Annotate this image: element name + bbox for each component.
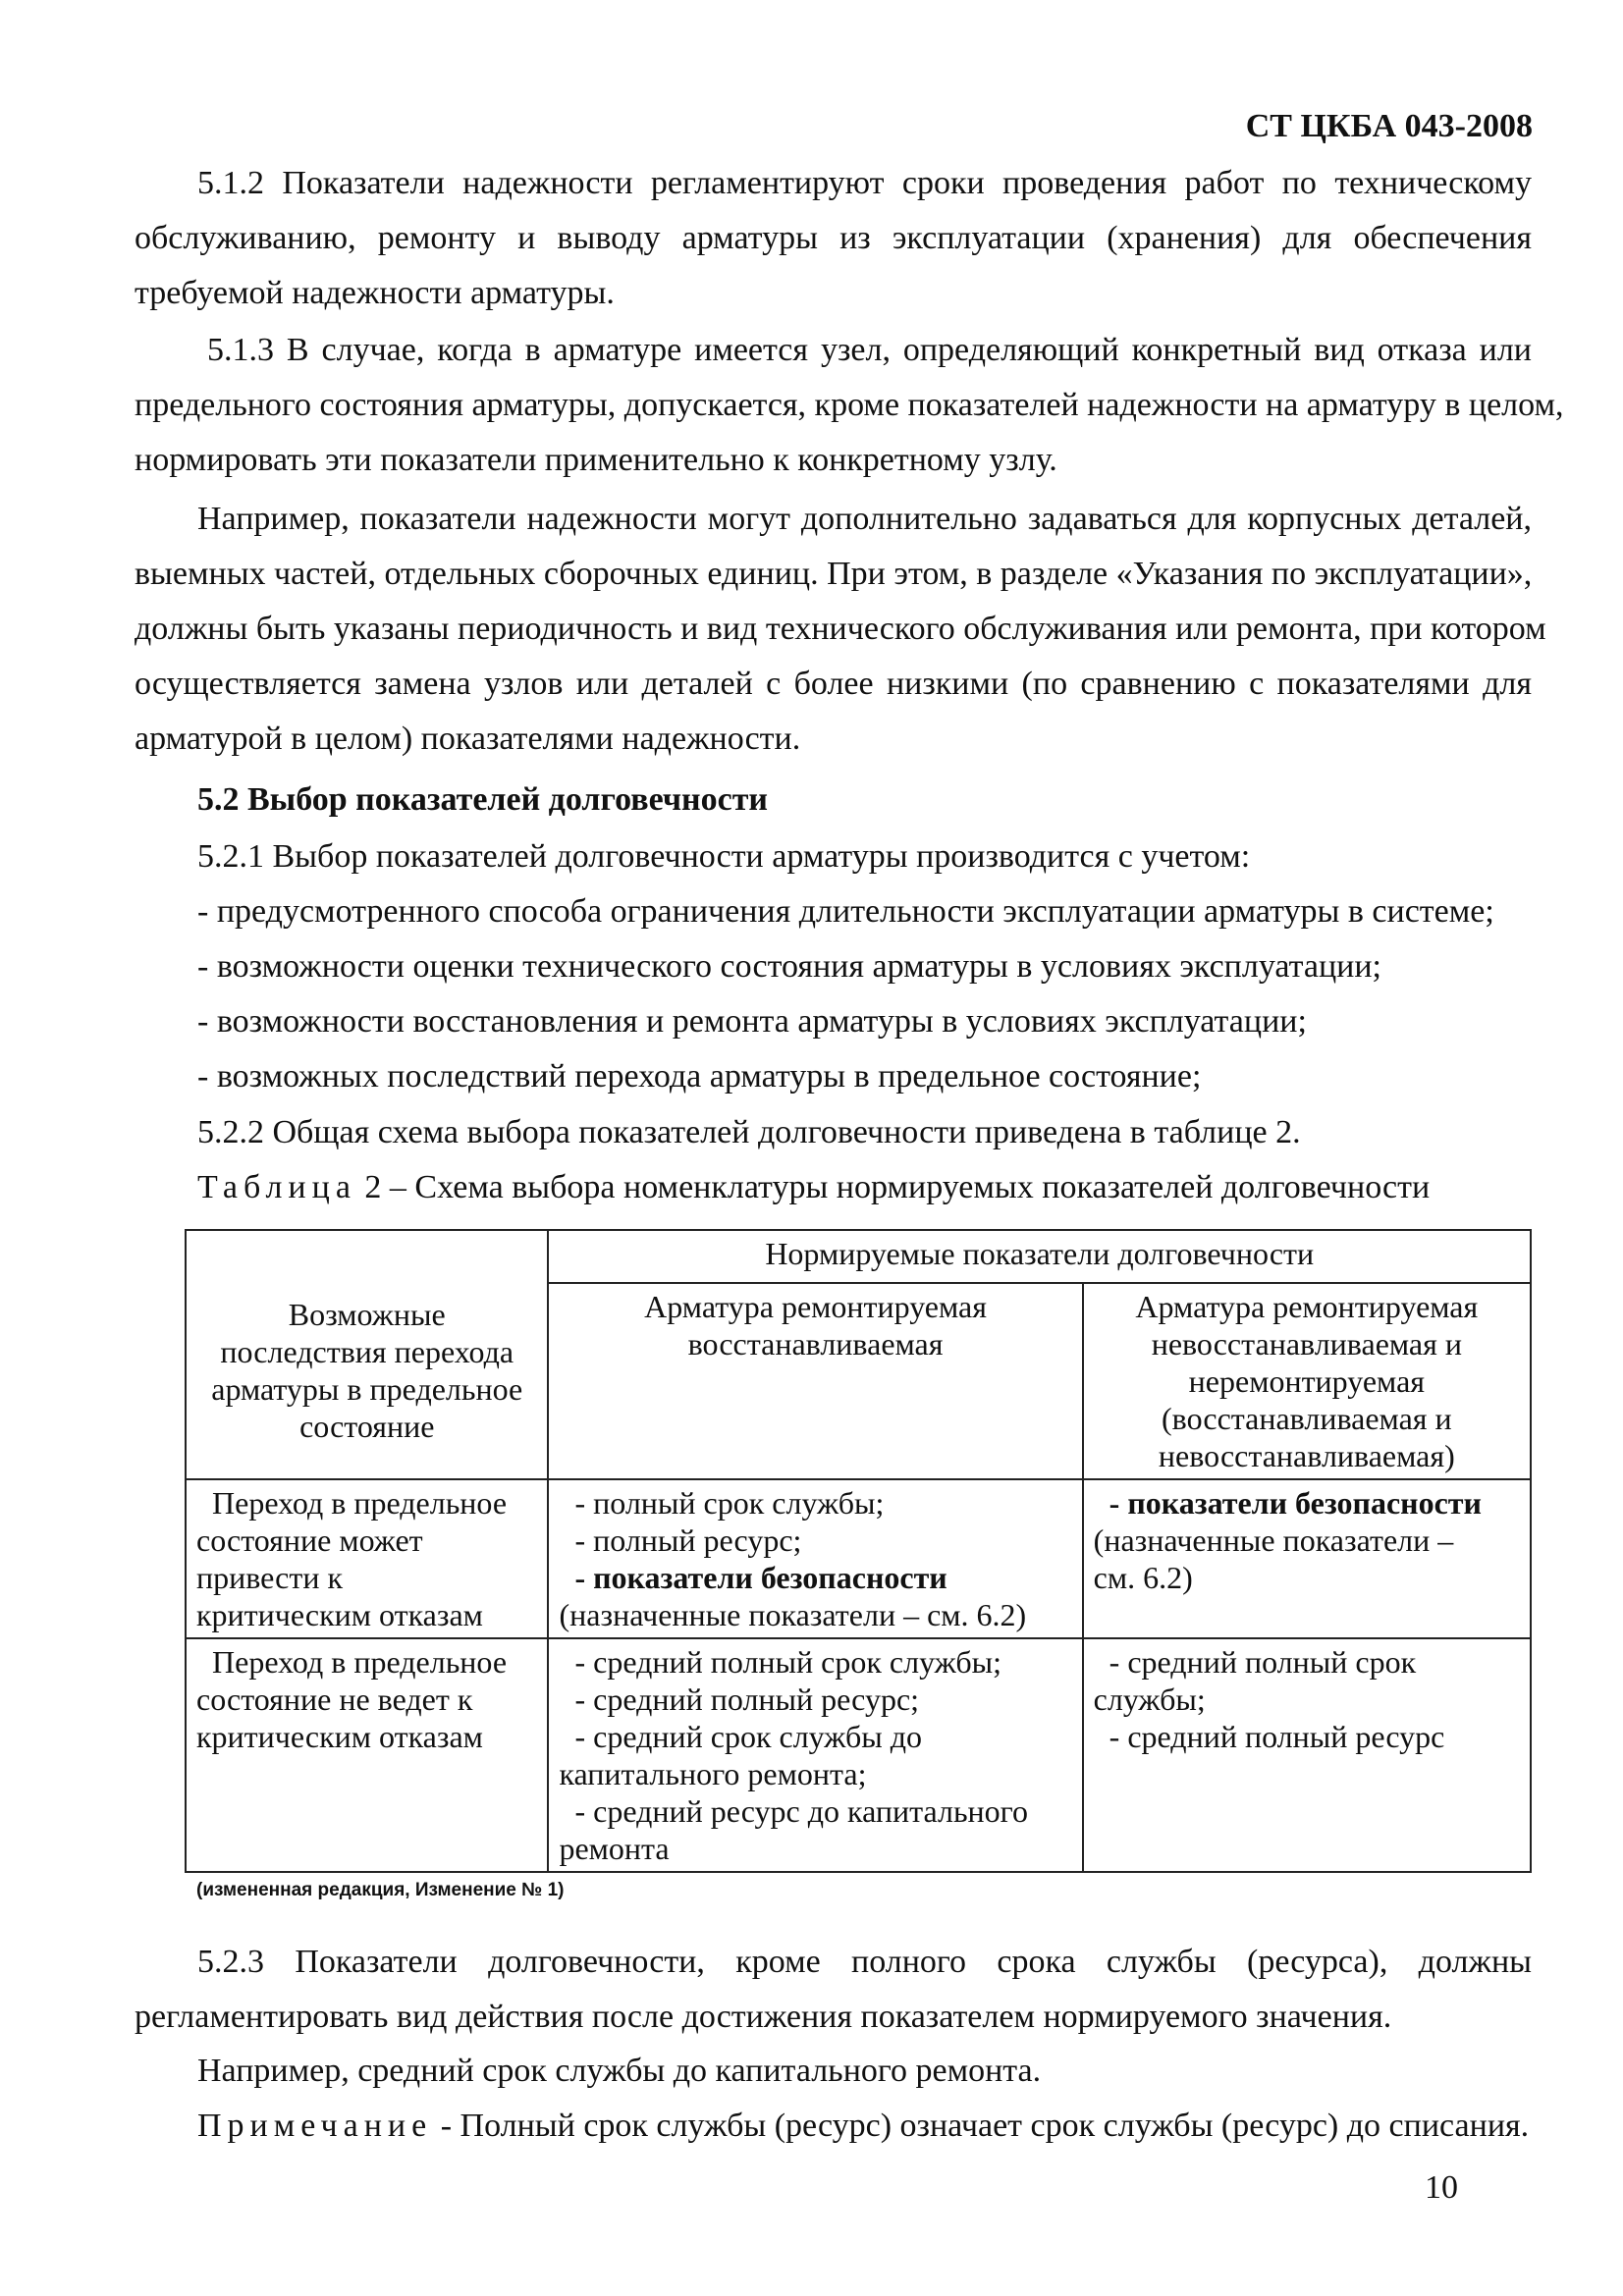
note xyxy=(197,2109,1529,2143)
row2-consequence: Переход в предельное состояние не ведет к критическим отказам xyxy=(186,1638,548,1872)
list-item: - возможных последствий перехода арматуры в предельное состояние; xyxy=(197,1058,1202,1095)
table-caption xyxy=(197,1171,1430,1204)
paragraph-5-2-1: 5.2.1 Выбор показателей долговечности арматуры производится с учетом: xyxy=(197,838,1251,875)
document-code-header: СТ ЦКБА 043-2008 xyxy=(1245,108,1533,144)
paragraph-5-2-2: 5.2.2 Общая схема выбора показателей долговечности приведена в таблице 2. xyxy=(197,1114,1301,1150)
header-non-restorable: Арматура ремонтируемая невосстанавливаемая и неремонтируемая (восстанавливаемая и невосстанавливаемая) xyxy=(1083,1283,1531,1479)
text-line: осуществляется замена узлов или деталей с более низкими (по сравнению с показателями для xyxy=(135,666,1532,702)
table-caption-label: Таблица xyxy=(197,1169,356,1205)
text-line: должны быть указаны периодичность и вид технического обслуживания или ремонта, при котором xyxy=(135,611,1546,647)
text-line: 5.1.3 В случае, когда в арматуре имеется узел, определяющий конкретный вид отказа или xyxy=(207,332,1532,368)
header-repairable-restorable: Арматура ремонтируемая восстанавливаемая xyxy=(548,1283,1082,1479)
note-text: - Полный срок службы (ресурс) означает срок службы (ресурс) до списания. xyxy=(440,2108,1530,2144)
row2-non-restorable: - средний полный срок службы; - средний полный ресурс xyxy=(1083,1638,1531,1872)
table-caption-text: 2 – Схема выбора номенклатуры нормируемых показателей долговечности xyxy=(364,1169,1431,1205)
text-line: 5.1.2 Показатели надежности регламентируют сроки проведения работ по техническому xyxy=(197,165,1532,201)
text-line: нормировать эти показатели применительно к конкретному узлу. xyxy=(135,442,1057,478)
list-item: - предусмотренного способа ограничения длительности эксплуатации арматуры в системе; xyxy=(197,893,1494,930)
paragraph-example-2: Например, средний срок службы до капитального ремонта. xyxy=(197,2053,1042,2089)
paragraph-5-1-3 xyxy=(135,332,1564,499)
text-line: обслуживанию, ремонту и выводу арматуры из эксплуатации (хранения) для обеспечения xyxy=(135,220,1532,256)
note-label: Примечание xyxy=(197,2108,433,2144)
text-line: Например, показатели надежности могут дополнительно задаваться для корпусных деталей, xyxy=(197,501,1532,537)
change-note: (измененная редакция, Изменение № 1) xyxy=(196,1880,565,1900)
paragraph-5-1-2 xyxy=(135,167,1532,332)
section-heading-5-2: 5.2 Выбор показателей долговечности xyxy=(197,781,769,818)
header-group-normalized: Нормируемые показатели долговечности xyxy=(548,1230,1531,1283)
durability-table xyxy=(185,1229,1532,1873)
row2-repairable: - средний полный срок службы; - средний полный ресурс; - средний срок службы до капитального ремонта; - средний ресурс до капитального ремонта xyxy=(548,1638,1082,1872)
table-row xyxy=(186,1638,1531,1872)
list-item: - возможности оценки технического состояния арматуры в условиях эксплуатации; xyxy=(197,948,1382,985)
text-line: 5.2.3 Показатели долговечности, кроме полного срока службы (ресурса), должны xyxy=(197,1944,1532,1980)
text-line: требуемой надежности арматуры. xyxy=(135,275,615,311)
row1-repairable: - полный срок службы; - полный ресурс; - показатели безопасности (назначенные показатели – см. 6.2) xyxy=(548,1479,1082,1638)
text-line: регламентировать вид действия после достижения показателем нормируемого значения. xyxy=(135,1999,1392,2035)
row1-consequence: Переход в предельное состояние может привести к критическим отказам xyxy=(186,1479,548,1638)
paragraph-5-2-3 xyxy=(135,1946,1532,2056)
text-line: выемных частей, отдельных сборочных единиц. При этом, в разделе «Указания по эксплуатации», xyxy=(135,556,1533,592)
text-line: предельного состояния арматуры, допускается, кроме показателей надежности на арматуру в целом, xyxy=(135,387,1564,423)
text-line: арматурой в целом) показателями надежности. xyxy=(135,721,801,757)
header-consequences: Возможные последствия перехода арматуры в предельное состояние xyxy=(186,1230,548,1479)
list-item: - возможности восстановления и ремонта арматуры в условиях эксплуатации; xyxy=(197,1003,1307,1040)
row1-non-restorable: - показатели безопасности (назначенные показатели – см. 6.2) xyxy=(1083,1479,1531,1638)
table-row xyxy=(186,1479,1531,1638)
page-number: 10 xyxy=(1425,2169,1458,2206)
paragraph-example-1 xyxy=(135,501,1546,777)
